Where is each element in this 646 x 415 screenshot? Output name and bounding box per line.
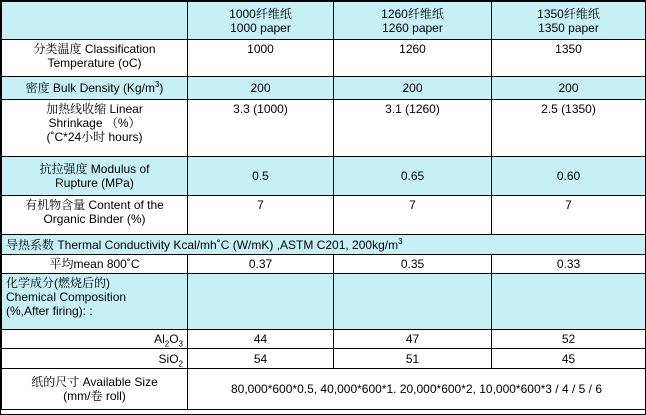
- table-header-row: [2, 2, 646, 40]
- classification-1350: 1350: [492, 40, 646, 77]
- header-1260-cn: 1260纤维纸: [381, 6, 444, 21]
- al2o3-label-al: Al: [154, 332, 165, 346]
- sio2-1260: 51: [334, 349, 492, 369]
- modulus-label-line2: Rupture (MPa): [55, 176, 134, 190]
- chemical-label-line2: Chemical Composition: [6, 290, 127, 304]
- row-label-classification: [2, 40, 188, 77]
- row-label-size: [2, 369, 188, 410]
- size-label-line1: 纸的尺寸 Available Size: [31, 375, 158, 389]
- sio2-1350: 45: [492, 349, 646, 369]
- bulk-density-label-text: 密度 Bulk Density (Kg/m: [25, 81, 155, 95]
- binder-1350: 7: [492, 196, 646, 235]
- sio2-label-sub: 2: [178, 358, 183, 368]
- modulus-1350: 0.60: [492, 157, 646, 196]
- header-1000-cn: 1000纤维纸: [229, 6, 292, 21]
- mean800-1000: 0.37: [188, 255, 334, 274]
- table-row-thermal: [2, 235, 646, 255]
- al2o3-1260: 47: [334, 330, 492, 349]
- classification-1000: 1000: [188, 40, 334, 77]
- available-size-value: 80,000*600*0.5, 40,000*600*1. 20,000*600*2, 10,000*600*3 / 4 / 5 / 6: [188, 369, 646, 410]
- al2o3-1350: 52: [492, 330, 646, 349]
- table-row-size: [2, 369, 646, 410]
- table-row-binder: [2, 196, 646, 235]
- shrinkage-label-line2: Shrinkage （%）: [48, 116, 141, 130]
- thermal-label-text: 导热系数 Thermal Conductivity Kcal/mh˚C (W/mK) ,ASTM C201, 200kg/m: [6, 237, 399, 252]
- header-1350-en: 1350 paper: [538, 20, 599, 35]
- chemical-label-line1: 化学成分(燃烧后的): [6, 276, 110, 290]
- size-label-line2: (mm/卷 roll): [63, 389, 126, 403]
- shrinkage-1000: 3.3 (1000): [188, 100, 334, 157]
- mean800-1260: 0.35: [334, 255, 492, 274]
- shrinkage-label-line1: 加热线收缩 Linear: [46, 102, 143, 116]
- row-label-chemical: [2, 274, 188, 330]
- row-label-shrinkage: [2, 100, 188, 157]
- binder-1000: 7: [188, 196, 334, 235]
- table-row-chemical: [2, 274, 646, 330]
- bulk-density-1000: 200: [188, 77, 334, 100]
- binder-1260: 7: [334, 196, 492, 235]
- shrinkage-label-line3: (˚C*24小时 hours): [46, 130, 143, 144]
- header-1260-paper: [334, 2, 492, 40]
- sio2-1000: 54: [188, 349, 334, 369]
- table-row-sio2: [2, 349, 646, 369]
- header-1260-en: 1260 paper: [382, 20, 443, 35]
- properties-table: [1, 1, 646, 410]
- chemical-1350-empty: [492, 274, 646, 330]
- header-1350-cn: 1350纤维纸: [537, 6, 600, 21]
- table-row-mean800: [2, 255, 646, 274]
- chemical-1260-empty: [334, 274, 492, 330]
- binder-label-line2: Organic Binder (%): [43, 212, 146, 226]
- sio2-label-sio: SiO: [158, 351, 179, 366]
- mean800-1350: 0.33: [492, 255, 646, 274]
- bulk-density-1260: 200: [334, 77, 492, 100]
- classification-label-line2: Temperature (oC): [47, 56, 142, 70]
- chemical-label-line3: (%,After firing): :: [6, 304, 93, 318]
- header-1350-paper: [492, 2, 646, 40]
- binder-label-line1: 有机物含量 Content of the: [25, 198, 164, 212]
- al2o3-label-sub2: 3: [178, 339, 183, 349]
- row-label-mean800: 平均mean 800˚C: [2, 255, 188, 274]
- al2o3-label-o: O: [169, 332, 179, 346]
- header-empty-cell: [2, 2, 188, 40]
- header-1000-paper: [188, 2, 334, 40]
- row-label-modulus: [2, 157, 188, 196]
- row-label-sio2: [2, 349, 188, 369]
- shrinkage-1350: 2.5 (1350): [492, 100, 646, 157]
- classification-1260: 1260: [334, 40, 492, 77]
- table-row-bulk-density: [2, 77, 646, 100]
- chemical-1000-empty: [188, 274, 334, 330]
- al2o3-1000: 44: [188, 330, 334, 349]
- thermal-conductivity-label: [2, 235, 646, 255]
- thermal-label-sup: 3: [398, 236, 403, 246]
- table-row-classification: [2, 40, 646, 77]
- header-1000-en: 1000 paper: [230, 20, 291, 35]
- bulk-density-1350: 200: [492, 77, 646, 100]
- row-label-binder: [2, 196, 188, 235]
- modulus-1260: 0.65: [334, 157, 492, 196]
- al2o3-label-sub1: 2: [164, 339, 170, 349]
- classification-label-line1: 分类温度 Classification: [33, 42, 156, 56]
- table-row-modulus: [2, 157, 646, 196]
- modulus-1000: 0.5: [188, 157, 334, 196]
- row-label-al2o3: [2, 330, 188, 349]
- table-row-shrinkage: [2, 100, 646, 157]
- bulk-density-label-sup: 3: [154, 80, 160, 89]
- shrinkage-1260: 3.1 (1260): [334, 100, 492, 157]
- bulk-density-label-end: ): [159, 81, 164, 95]
- modulus-label-line1: 抗拉强度 Modulus of: [39, 162, 150, 176]
- table-row-al2o3: [2, 330, 646, 349]
- row-label-bulk-density: [2, 77, 188, 100]
